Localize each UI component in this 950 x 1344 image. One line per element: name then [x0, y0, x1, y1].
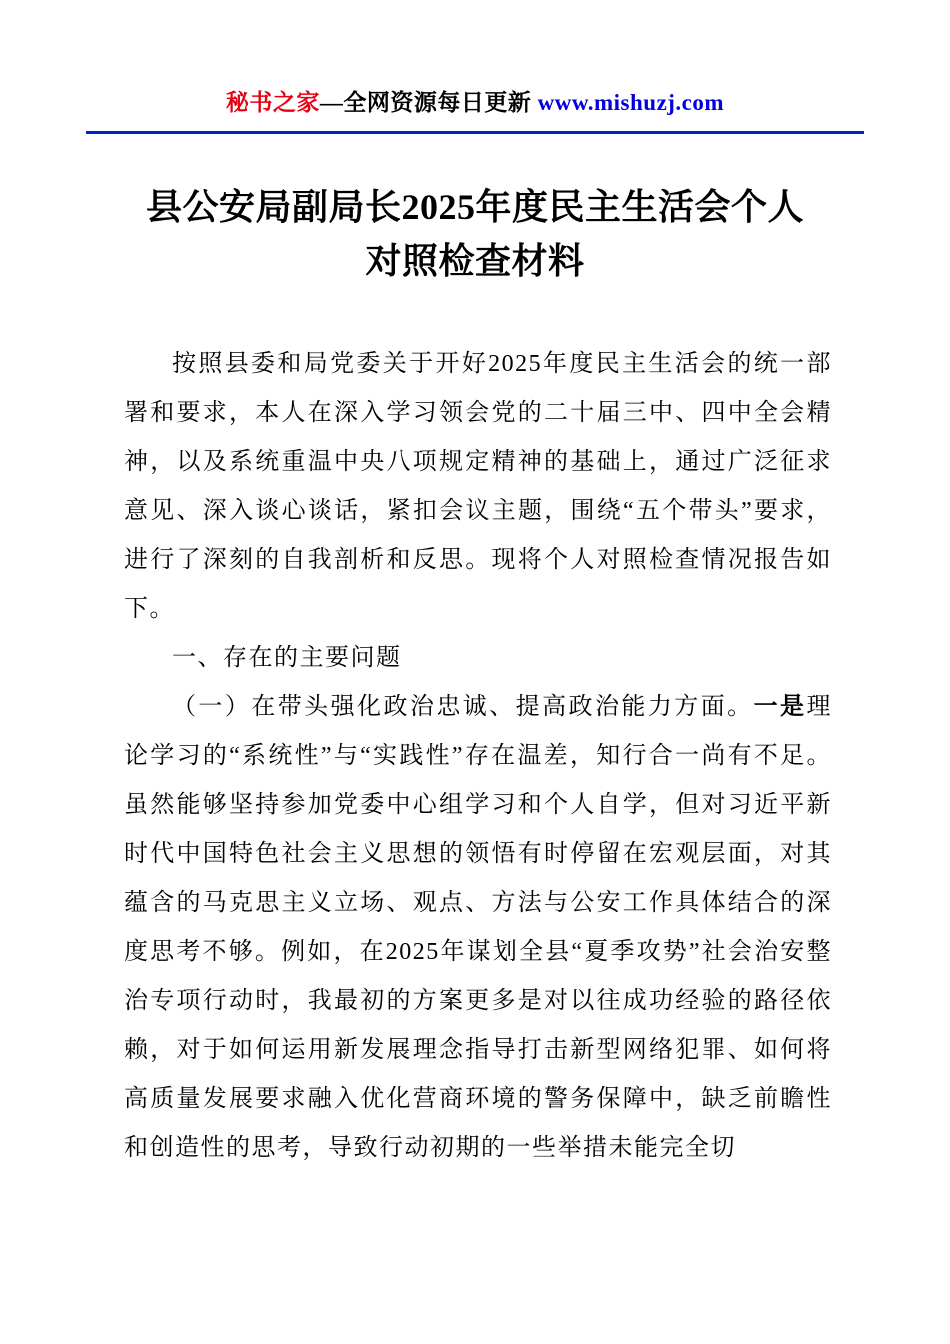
header-divider — [86, 131, 864, 134]
paragraph-section1-bold-marker: 一是 — [753, 694, 807, 720]
site-header — [0, 0, 950, 117]
document-title-line1: 县公安局副局长2025年度民主生活会个人 — [145, 187, 804, 227]
paragraph-section1-rest: 理论学习的“系统性”与“实践性”存在温差，知行合一尚有不足。虽然能够坚持参加党委中心组学习和个人自学，但对习近平新时代中国特色社会主义思想的领悟有时停留在宏观层面，对其蕴含的马克思主义立场、观点、方法与公安工作具体结合的深度思考不够。例如，在2025年谋划全县“夏季攻势”社会治安整治专项行动时，我最初的方案更多是对以往成功经验的路径依赖，对于如何运用新发展理念指导打击新型网络犯罪、如何将高质量发展要求融入优化营商环境的警务保障中，缺乏前瞻性和创造性的思考，导致行动初期的一些举措未能完全切 — [124, 694, 832, 1161]
paragraph-intro: 按照县委和局党委关于开好2025年度民主生活会的统一部署和要求，本人在深入学习领会党的二十届三中、四中全会精神，以及系统重温中央八项规定精神的基础上，通过广泛征求意见、深入谈心谈话，紧扣会议主题，围绕“五个带头”要求，进行了深刻的自我剖析和反思。现将个人对照检查情况报告如下。 — [124, 351, 832, 622]
section-heading-1: 一、存在的主要问题 — [172, 645, 402, 671]
document-body — [124, 340, 832, 1173]
paragraph-section1-lead: （一）在带头强化政治忠诚、提高政治能力方面。 — [172, 694, 754, 720]
document-title-line2: 对照检查材料 — [365, 241, 585, 281]
paragraph-section1-item1 — [124, 683, 832, 1173]
header-tagline: —全网资源每日更新 — [319, 90, 538, 115]
brand-name: 秘书之家 — [225, 90, 320, 115]
document-title — [95, 180, 855, 288]
site-url-link[interactable]: www.mishuzj.com — [537, 90, 725, 115]
